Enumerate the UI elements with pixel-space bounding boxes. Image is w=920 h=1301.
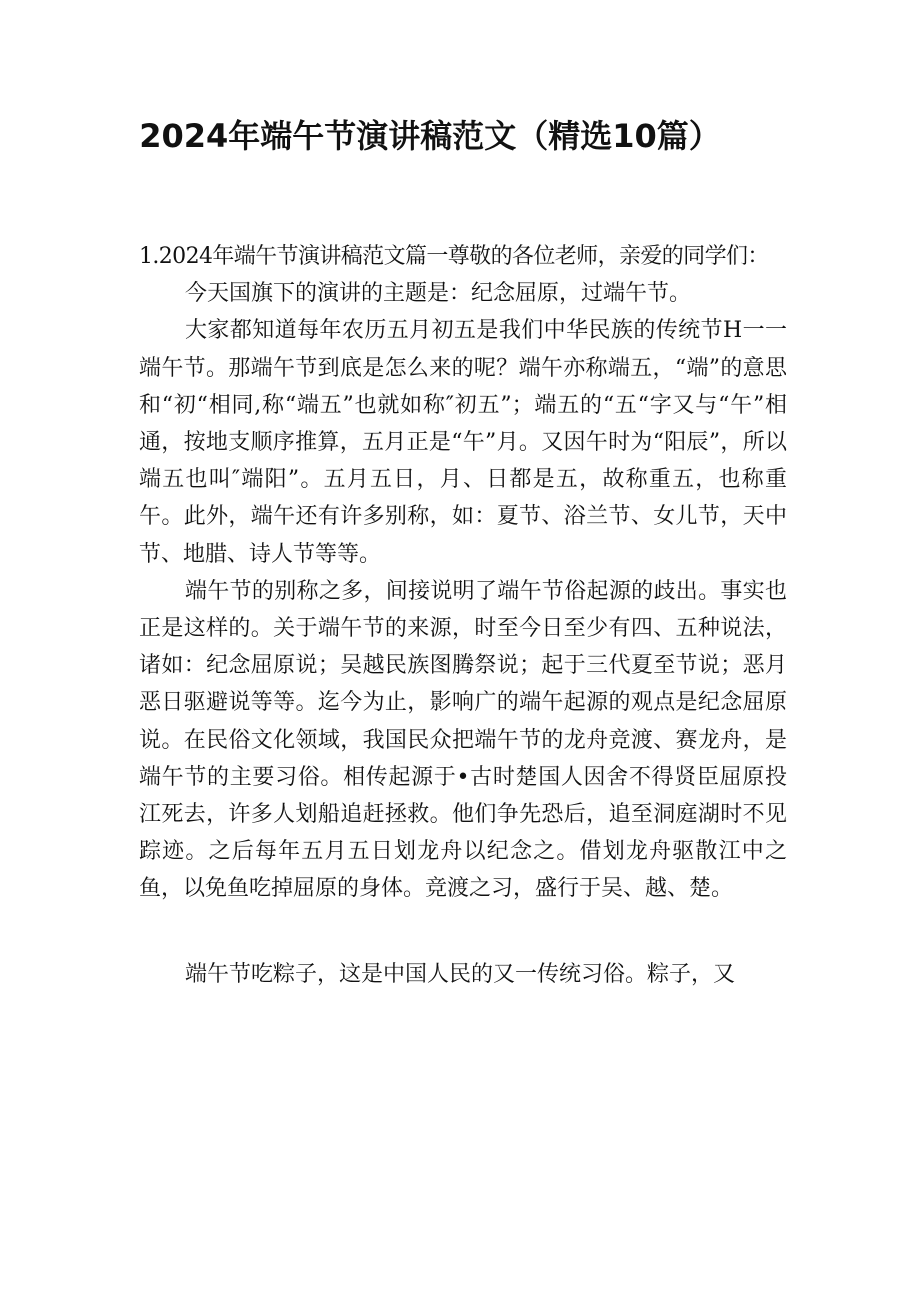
paragraph: 端午节的别称之多，间接说明了端午节俗起源的歧出。事实也正是这样的。关于端午节的来源，时至今日至少有四、五种说法，诸如：纪念屈原说；吴越民族图腾祭说；起于三代夏至节说；恶月恶日驱避说等等。迄今为止，影响广的端午起源的观点是纪念屈原说。在民俗文化领域，我国民众把端午节的龙舟竞渡、赛龙舟，是端午节的主要习俗。相传起源于•古时楚国人因舍不得贤臣屈原投江死去，许多人划船追赶拯救。他们争先恐后，追至洞庭湖时不见踪迹。之后每年五月五日划龙舟以纪念之。借划龙舟驱散江中之鱼，以免鱼吃掉屈原的身体。竞渡之习，盛行于吴、越、楚。 (139, 578, 787, 902)
paragraph-spacer (139, 908, 787, 956)
paragraph: 今天国旗下的演讲的主题是：纪念屈原，过端午节。 (185, 281, 692, 307)
document-title-text: 2024年端午节演讲稿范文（精选10篇） (139, 117, 721, 155)
paragraph: 大家都知道每年农历五月初五是我们中华民族的传统节H一一端午节。那端午节到底是怎么来的呢？端午亦称端五，“端”的意思和“初“相同,称“端五”也就如称″初五”；端五的“五“字又与“午”相通，按地支顺序推算，五月正是“午”月。又因午时为“阳辰”，所以端五也叫″端阳”。五月五日，月、日都是五，故称重五，也称重午。此外，端午还有许多别称，如：夏节、浴兰节、女儿节，天中节、地腊、诗人节等等。 (139, 318, 787, 567)
paragraph: 端午节吃粽子，这是中国人民的又一传统习俗。粽子，又 (185, 961, 736, 987)
document-body (139, 238, 787, 993)
paragraph-heading: 1.2024年端午节演讲稿范文篇一尊敬的各位老师，亲爱的同学们： (139, 244, 769, 269)
document-title (0, 112, 920, 160)
